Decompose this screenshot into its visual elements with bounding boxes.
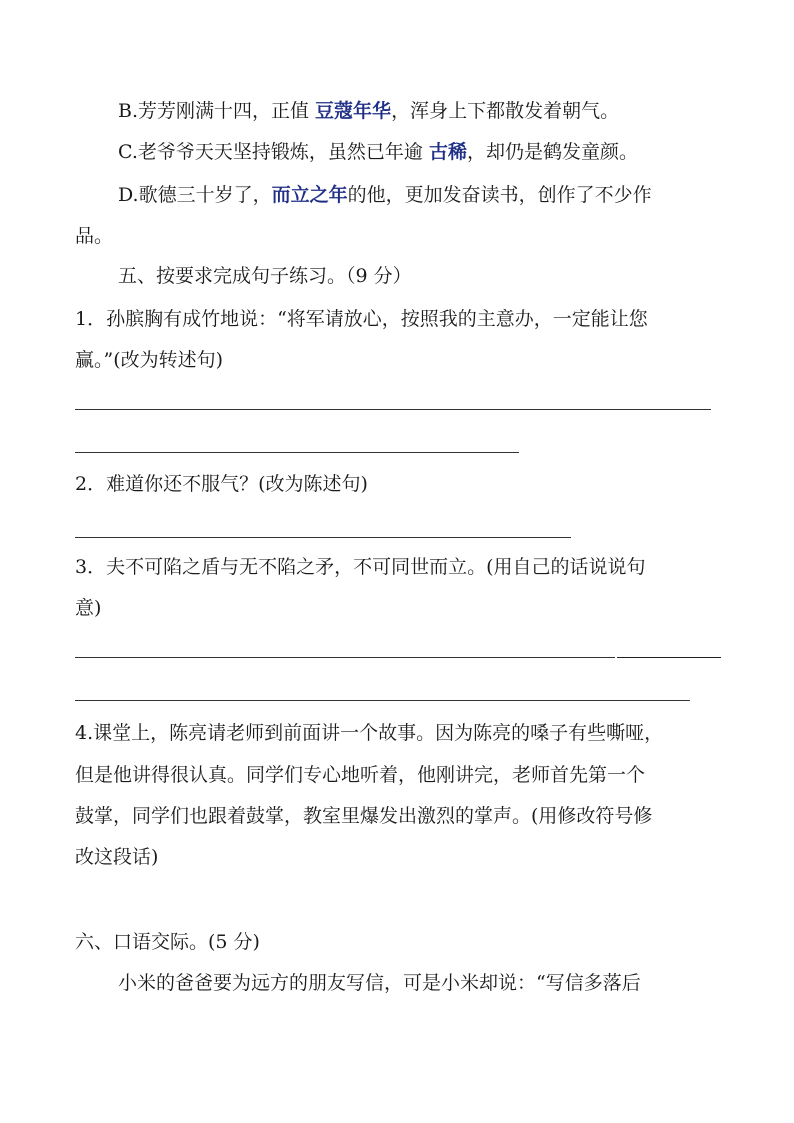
highlight-term: 而立之年 [271,184,348,206]
answer-line[interactable] [75,452,519,453]
question-3-line-1: 3．夫不可陷之盾与无不陷之矛，不可同世而立。(用自己的话说说句 [75,556,646,578]
option-b: B.芳芳刚满十四，正值 豆蔻年华，浑身上下都散发着朝气。 [118,100,620,122]
highlight-term: 豆蔻年华 [315,100,392,122]
option-c: C.老爷爷天天坚持锻炼，虽然已年逾 古稀，却仍是鹤发童颜。 [118,141,638,163]
question-4-line-1: 4.课堂上，陈亮请老师到前面讲一个故事。因为陈亮的嗓子有些嘶哑， [75,722,664,744]
question-4-line-3: 鼓掌，同学们也跟着鼓掌，教室里爆发出激烈的掌声。(用修改符号修 [75,805,653,827]
section-5-title: 五、按要求完成句子练习。（9 分） [118,265,412,287]
question-1-line-2: 赢。”(改为转述句) [75,349,224,371]
question-1-line-1: 1．孙膑胸有成竹地说：“将军请放心，按照我的主意办，一定能让您 [75,308,648,330]
question-2: 2．难道你还不服气？(改为陈述句) [75,473,368,495]
answer-line[interactable] [75,700,690,701]
question-4-line-4: 改这段话) [75,846,159,868]
section-6-title: 六、口语交际。(5 分) [75,931,260,953]
section-6-paragraph: 小米的爸爸要为远方的朋友写信，可是小米却说：“写信多落后 [118,972,641,994]
option-d-continuation: 品。 [75,225,114,247]
answer-line[interactable] [75,409,711,410]
option-d: D.歌德三十岁了，而立之年的他，更加发奋读书，创作了不少作 [118,184,652,206]
answer-line-extension[interactable] [617,657,721,658]
question-3-line-2: 意) [75,597,102,619]
answer-line[interactable] [75,657,615,658]
answer-line[interactable] [75,537,571,538]
question-4-line-2: 但是他讲得很认真。同学们专心地听着，他刚讲完，老师首先第一个 [75,764,646,786]
highlight-term: 古稀 [428,141,467,163]
